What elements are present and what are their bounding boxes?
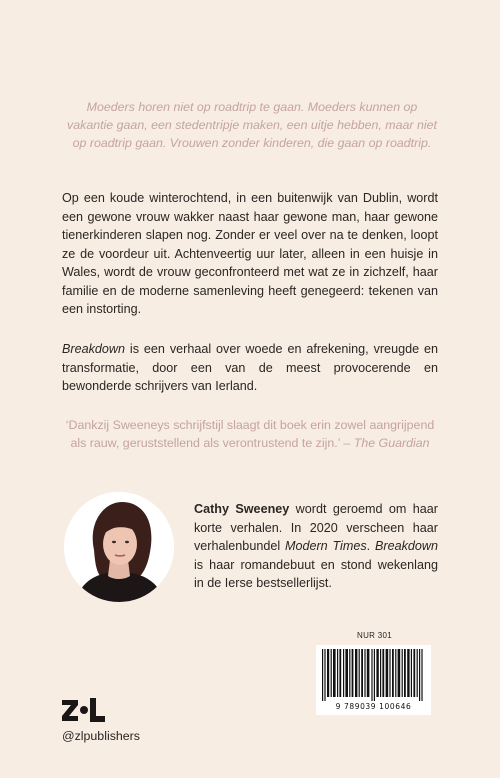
bio-book-1: Modern Times	[284, 539, 367, 553]
bio-text-3: is haar romandebuut en stond wekenlang in de Ierse bestsellerlijst.	[194, 557, 438, 590]
bio-text-1: wordt geroemd om haar korte verhalen. In 2020 verscheen haar verhalenbundel	[194, 502, 438, 553]
author-bio	[194, 500, 438, 593]
author-portrait-icon	[64, 492, 174, 602]
press-quote-source: The Guardian	[353, 436, 430, 450]
author-photo	[64, 492, 174, 602]
press-quote-text: ‘Dankzij Sweeneys schrijfstijl slaagt dit boek erin zowel aangrijpend als rauw, geruststellend als verontrustend te zijn.’ –	[65, 418, 435, 450]
publisher-logo	[62, 696, 106, 724]
synopsis-text-1: Op een koude winterochtend, in een buitenwijk van Dublin, wordt een gewone vrouw wakker naast haar gewone man, haar gewone tienerkinderen slapen nog. Zonder er veel over na te denken, loopt ze de voordeur uit. Achtenveertig uur later, alleen in een huisje in Wales, wordt de vrouw geconfronteerd met wat ze in zichzelf, haar familie en de moderne samenleving heeft genegeerd: tekenen van een instorting.	[62, 191, 438, 316]
synopsis-text-2: is een verhaal over woede en afrekening, vreugde en transformatie, door een van de meest provocerende en bewonderde schrijvers van Ierland.	[62, 342, 438, 393]
press-quote	[62, 416, 438, 452]
synopsis-paragraph-2	[62, 340, 438, 396]
barcode	[316, 645, 431, 715]
bio-book-2: Breakdown	[374, 539, 438, 553]
synopsis-paragraph-1	[62, 189, 438, 319]
barcode-icon	[322, 649, 425, 701]
nur-code: NUR 301	[357, 631, 393, 640]
author-name: Cathy Sweeney	[194, 502, 290, 516]
bio-text-2: .	[366, 539, 375, 553]
publisher-handle: @zlpublishers	[62, 729, 141, 743]
book-title-italic: Breakdown	[62, 342, 126, 356]
intro-quote: Moeders horen niet op roadtrip te gaan. Moeders kunnen op vakantie gaan, een stedentripje maken, een uitje hebben, maar niet op roadtrip gaan. Vrouwen zonder kinderen, die gaan op roadtrip.	[67, 100, 437, 150]
zl-logo-icon	[62, 696, 106, 724]
isbn-number: 9 789039 100646	[335, 702, 412, 711]
